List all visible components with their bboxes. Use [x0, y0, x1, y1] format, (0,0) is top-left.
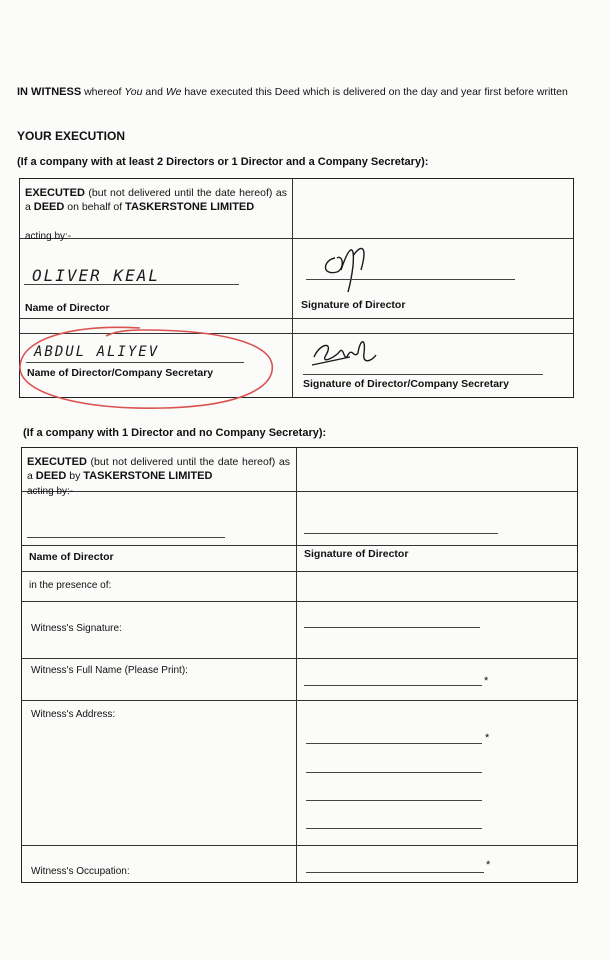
witness-name-label: Witness's Full Name (Please Print):: [31, 665, 188, 676]
section2-name-of-director-label: Name of Director: [29, 551, 114, 563]
section1-executed-text: [25, 186, 287, 214]
witness-you: You: [124, 86, 143, 98]
signature-of-secretary-label: Signature of Director/Company Secretary: [303, 378, 509, 390]
section2-director-name-line[interactable]: [27, 537, 225, 538]
exec-text-2b: by: [66, 470, 84, 482]
exec-text-1: (but not delivered until the date hereof) as a: [25, 187, 287, 213]
deed-label: DEED: [33, 201, 65, 213]
director-signature: [315, 236, 375, 294]
witness-text-3: have executed this Deed which is delivered on the day and year first before written: [181, 86, 568, 98]
witness-signature-label: Witness's Signature:: [31, 623, 122, 634]
exec-text-1b: (but not delivered until the date hereof) as a: [27, 456, 290, 482]
secretary-signature-line[interactable]: [303, 374, 543, 375]
deed-label-2: DEED: [35, 470, 67, 482]
section1-row-line-2: [19, 318, 574, 319]
executed-label-2: EXECUTED: [27, 456, 87, 468]
witness-text-1: whereof: [81, 86, 125, 98]
section2-signature-of-director-label: Signature of Director: [304, 548, 409, 560]
company-name-2: TASKERSTONE LIMITED: [83, 470, 213, 482]
section2-acting-by: acting by:-: [27, 486, 74, 497]
section2-row-line-5: [21, 658, 578, 659]
section2-title: (If a company with 1 Director and no Company Secretary):: [23, 427, 327, 439]
section2-row-line-1: [21, 491, 578, 492]
section2-executed-text: [27, 455, 290, 483]
section2-row-line-4: [21, 601, 578, 602]
name-of-secretary-label: Name of Director/Company Secretary: [27, 367, 214, 379]
director-signature-line[interactable]: [306, 279, 515, 280]
witness-address-line-1[interactable]: [306, 743, 482, 744]
witness-occupation-label: Witness's Occupation:: [31, 866, 130, 877]
witness-we: We: [165, 86, 182, 98]
witness-occupation-line[interactable]: [306, 872, 484, 873]
section2-divider: [296, 447, 297, 883]
witness-address-asterisk: *: [485, 732, 490, 744]
witness-address-label: Witness's Address:: [31, 709, 116, 720]
section1-acting-by: acting by:-: [25, 231, 72, 242]
exec-text-2: on behalf of: [64, 201, 126, 213]
witness-name-line[interactable]: [304, 685, 482, 686]
witness-address-line-4[interactable]: [306, 828, 482, 829]
witness-bold: IN WITNESS: [17, 86, 82, 98]
execution-heading: YOUR EXECUTION: [17, 129, 126, 143]
witness-occupation-asterisk: *: [486, 859, 491, 871]
witness-name-asterisk: *: [484, 675, 489, 687]
section1-divider: [292, 178, 293, 398]
section2-row-line-3: [21, 571, 578, 572]
witness-address-line-2[interactable]: [306, 772, 482, 773]
director-name-handwritten: OLIVER KEAL: [32, 266, 160, 285]
director-name-line[interactable]: [24, 284, 239, 285]
section2-row-line-2: [21, 545, 578, 546]
witness-signature-line[interactable]: [304, 627, 480, 628]
executed-label: EXECUTED: [25, 187, 85, 199]
witness-clause: [17, 83, 577, 101]
signature-of-director-label: Signature of Director: [301, 299, 406, 311]
section1-row-line-1: [19, 238, 574, 239]
section2-row-line-6: [21, 700, 578, 701]
name-of-director-label: Name of Director: [25, 302, 110, 314]
red-circle-annotation: [14, 322, 280, 414]
witness-text-2: and: [142, 86, 166, 98]
company-name: TASKERSTONE LIMITED: [125, 201, 255, 213]
section2-director-signature-line[interactable]: [304, 533, 498, 534]
presence-label: in the presence of:: [29, 580, 112, 591]
section2-row-line-7: [21, 845, 578, 846]
section1-title: (If a company with at least 2 Directors or 1 Director and a Company Secretary):: [17, 156, 429, 168]
witness-address-line-3[interactable]: [306, 800, 482, 801]
secretary-name-handwritten: ABDUL ALIYEV: [34, 344, 160, 360]
